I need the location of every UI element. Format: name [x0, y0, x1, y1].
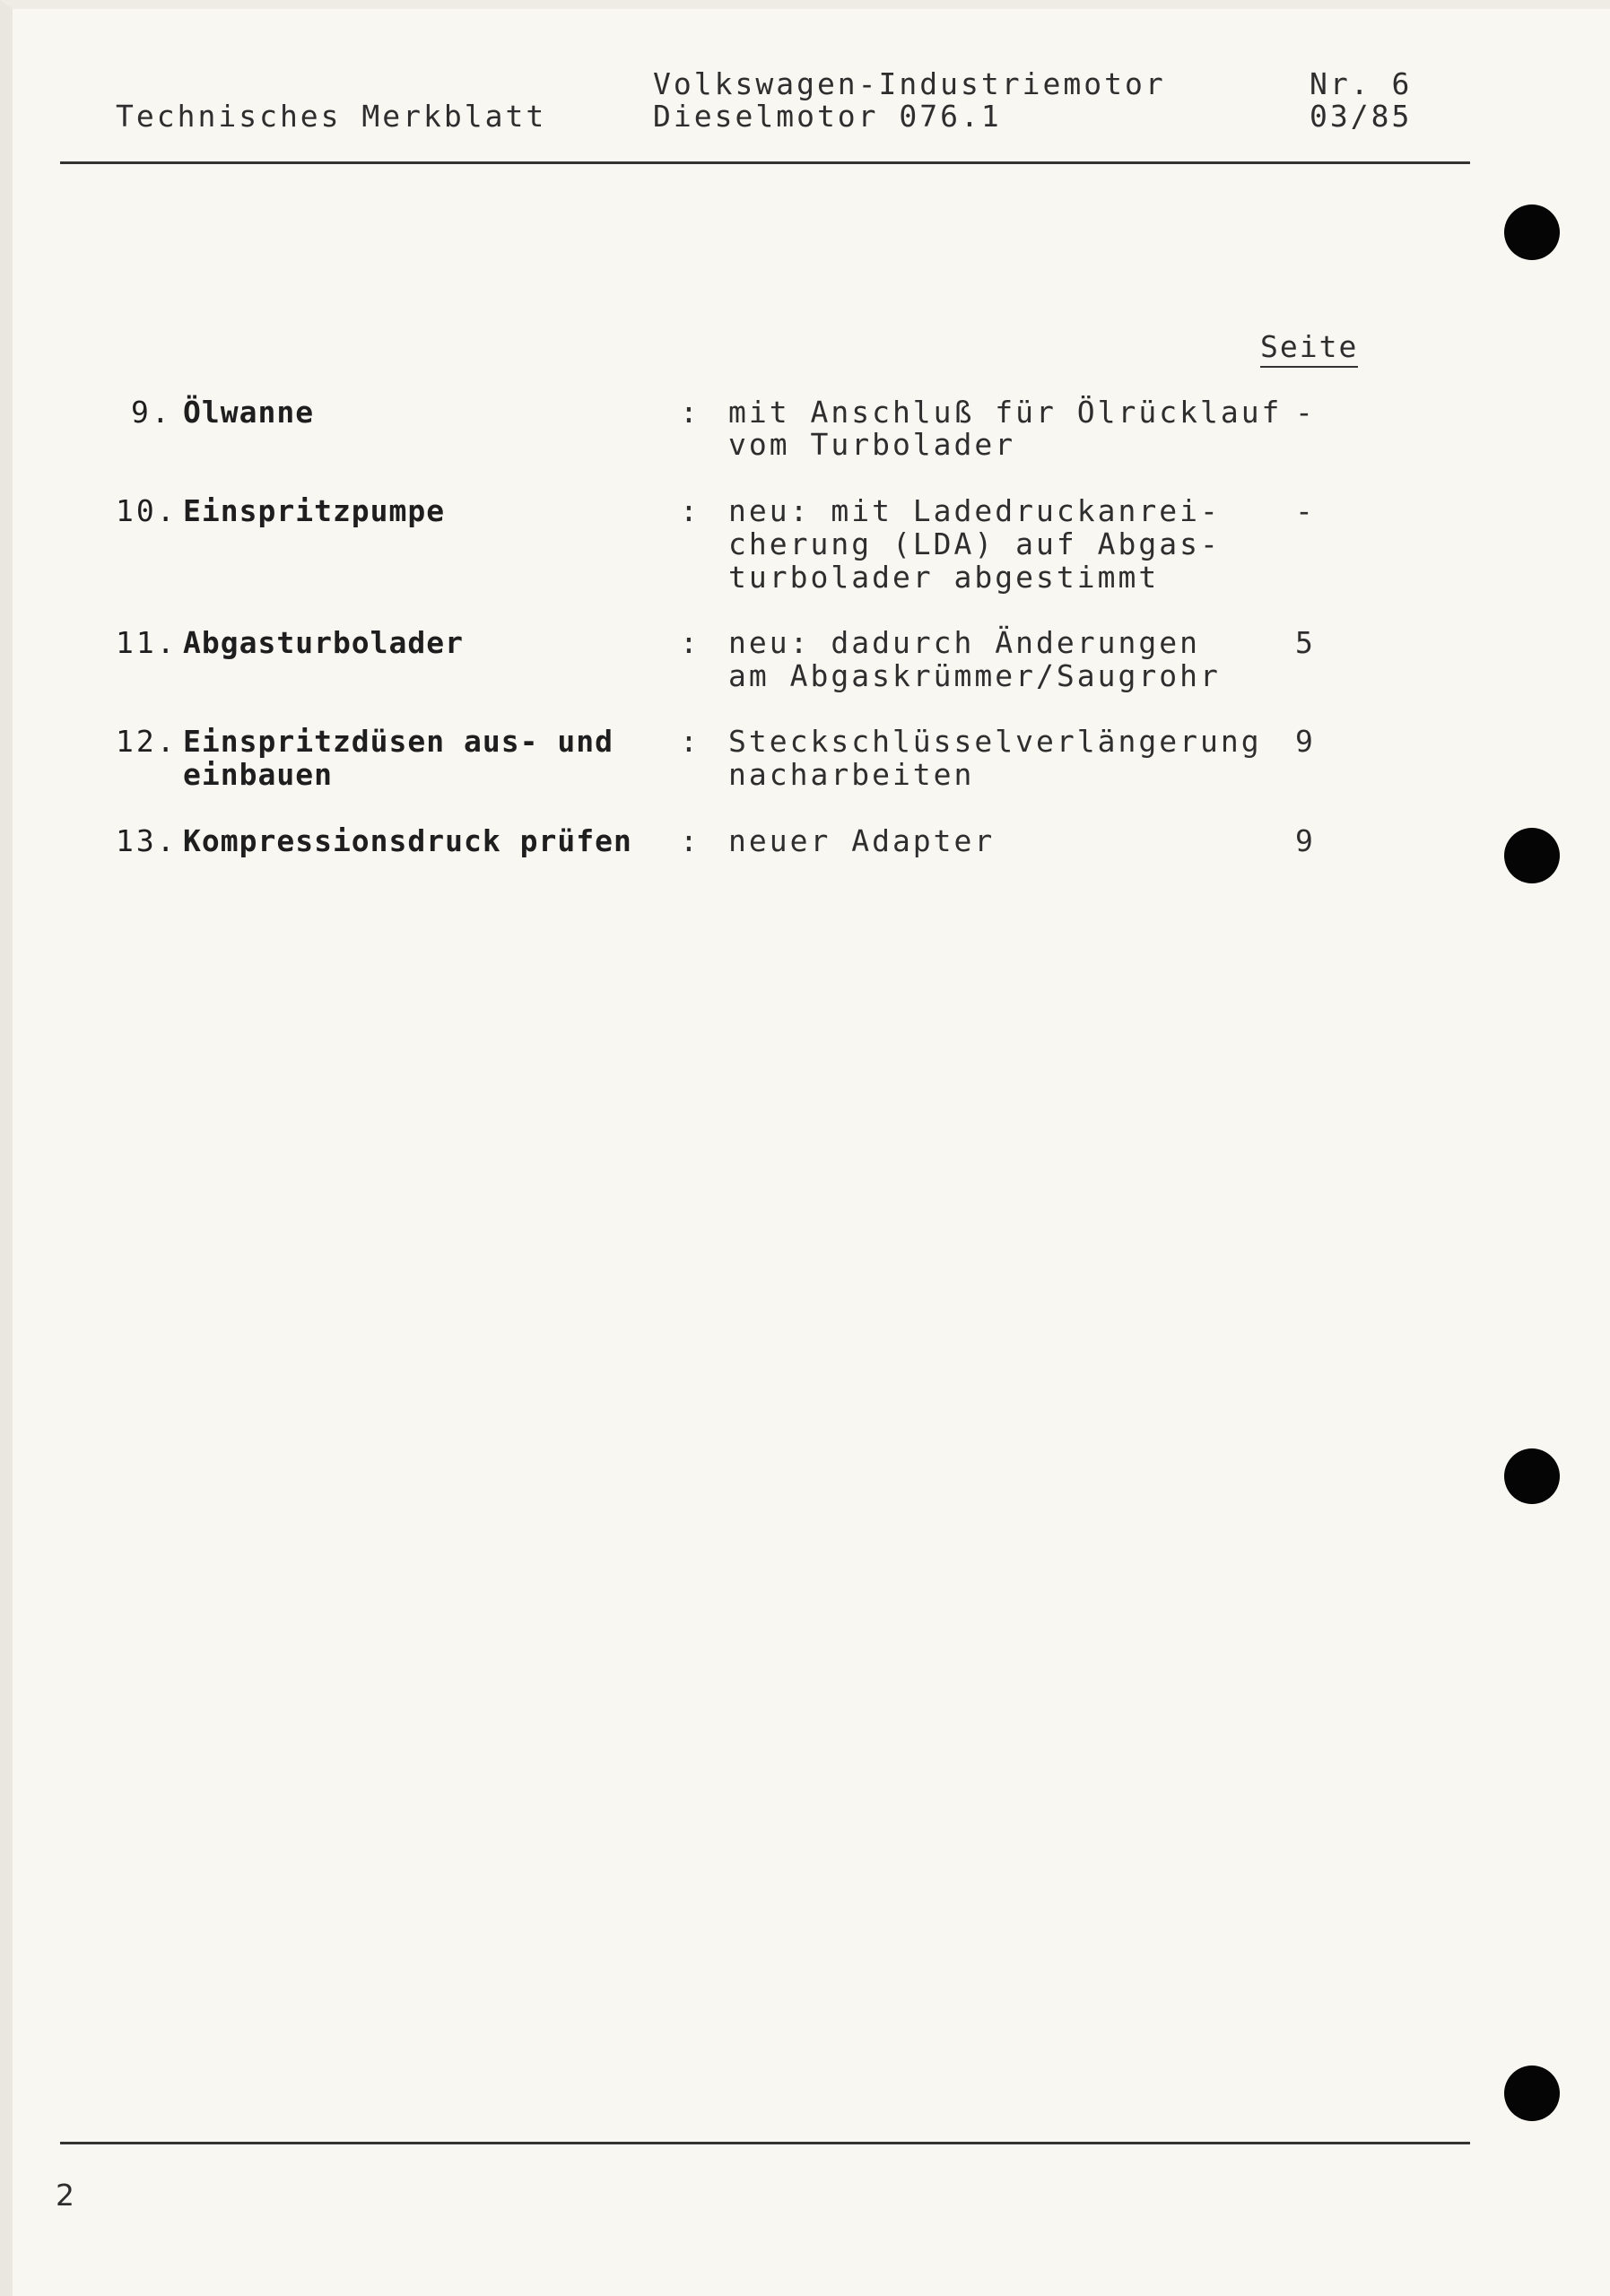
column-header-page: Seite — [1260, 329, 1358, 368]
row-description: neuer Adapter — [728, 823, 996, 858]
row-title: Kompressionsdruck prüfen — [183, 823, 632, 858]
row-description: turbolader abgestimmt — [728, 560, 1160, 595]
row-title: Abgasturbolader — [183, 625, 465, 660]
row-page: - — [1295, 493, 1316, 528]
page-number: 2 — [56, 2178, 74, 2213]
row-page: 9 — [1295, 724, 1316, 759]
row-description: am Abgaskrümmer/Saugrohr — [728, 658, 1221, 693]
row-number: 9. — [131, 395, 172, 430]
punch-hole — [1504, 828, 1560, 883]
row-colon: : — [680, 493, 701, 528]
row-description: Steckschlüsselverlängerung — [728, 724, 1262, 759]
row-number: 11. — [116, 625, 178, 660]
punch-hole — [1504, 204, 1560, 260]
row-title: Einspritzdüsen aus- und — [183, 724, 614, 759]
row-page: 9 — [1295, 823, 1316, 858]
row-description: vom Turbolader — [728, 427, 1016, 462]
row-title: Einspritzpumpe — [183, 493, 446, 528]
row-number: 12. — [116, 724, 178, 759]
footer-rule — [60, 2142, 1470, 2144]
row-colon: : — [680, 395, 701, 430]
row-description: neu: dadurch Änderungen — [728, 625, 1200, 660]
header-document-type: Technisches Merkblatt — [116, 99, 547, 134]
header-rule — [60, 161, 1470, 164]
row-page: 5 — [1295, 625, 1316, 660]
row-colon: : — [680, 823, 701, 858]
header-engine-model: Dieselmotor 076.1 — [653, 99, 1002, 134]
header-sheet-number: Nr. 6 — [1310, 66, 1413, 101]
punch-hole — [1504, 2066, 1560, 2121]
row-colon: : — [680, 724, 701, 759]
punch-hole — [1504, 1448, 1560, 1504]
header-engine-title: Volkswagen-Industriemotor — [653, 66, 1166, 101]
row-colon: : — [680, 625, 701, 660]
row-page: - — [1295, 395, 1316, 430]
row-description: cherung (LDA) auf Abgas- — [728, 526, 1221, 561]
header-date: 03/85 — [1310, 99, 1413, 134]
row-number: 13. — [116, 823, 178, 858]
row-number: 10. — [116, 493, 178, 528]
row-description: nacharbeiten — [728, 757, 975, 792]
row-title: einbauen — [183, 757, 333, 792]
row-title: Ölwanne — [183, 395, 315, 430]
row-description: mit Anschluß für Ölrücklauf — [728, 395, 1283, 430]
row-description: neu: mit Ladedruckanrei- — [728, 493, 1221, 528]
